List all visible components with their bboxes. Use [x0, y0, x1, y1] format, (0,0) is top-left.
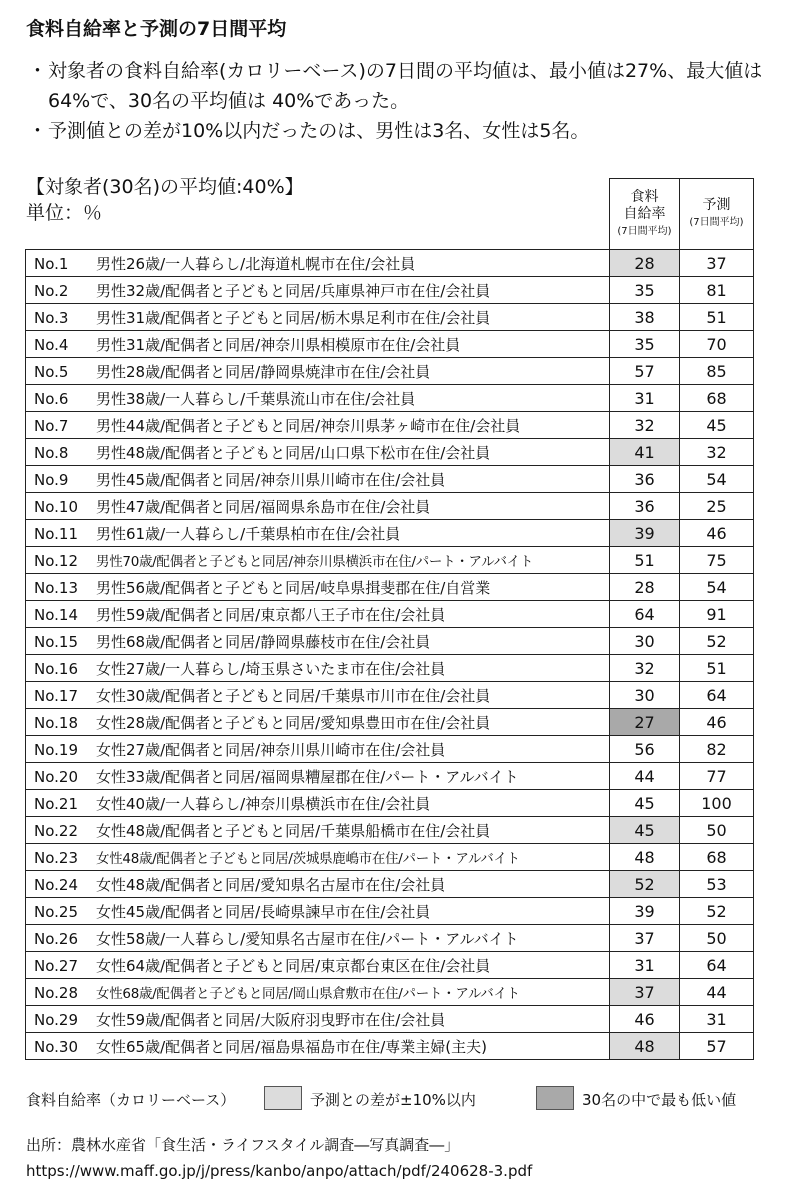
self-sufficiency-value: 57: [610, 358, 680, 385]
legend-light-swatch: [264, 1086, 302, 1110]
legend-dark-swatch: [536, 1086, 574, 1110]
participant-profile: 女性45歳/配偶者と同居/長崎県諫早市在住/会社員: [96, 902, 431, 921]
participant-profile: 男性32歳/配偶者と子どもと同居/兵庫県神戸市在住/会社員: [96, 281, 491, 300]
participant-cell: [26, 979, 610, 1006]
self-sufficiency-value: 38: [610, 304, 680, 331]
participant-profile: 女性48歳/配偶者と子どもと同居/茨城県鹿嶋市在住/パート・アルバイト: [96, 851, 520, 867]
self-sufficiency-value: 28: [610, 250, 680, 277]
prediction-value: 64: [680, 952, 754, 979]
participant-cell: [26, 412, 610, 439]
participant-number: No.26: [34, 929, 78, 948]
participant-cell: [26, 520, 610, 547]
participant-cell: [26, 493, 610, 520]
prediction-value: 51: [680, 655, 754, 682]
participant-cell: [26, 385, 610, 412]
table-row: [26, 763, 754, 790]
table-row: [26, 439, 754, 466]
participant-cell: [26, 898, 610, 925]
prediction-value: 68: [680, 844, 754, 871]
participant-cell: [26, 277, 610, 304]
prediction-value: 46: [680, 709, 754, 736]
participant-number: No.22: [34, 821, 78, 840]
prediction-value: 25: [680, 493, 754, 520]
prediction-value: 82: [680, 736, 754, 763]
prediction-value: 52: [680, 628, 754, 655]
participant-cell: [26, 736, 610, 763]
participant-cell: [26, 682, 610, 709]
participant-profile: 女性68歳/配偶者と子どもと同居/岡山県倉敷市在住/パート・アルバイト: [96, 986, 520, 1002]
participant-number: No.1: [34, 254, 69, 273]
self-sufficiency-value: 35: [610, 331, 680, 358]
participant-number: No.2: [34, 281, 69, 300]
table-row: [26, 520, 754, 547]
self-sufficiency-value: 30: [610, 682, 680, 709]
prediction-value: 100: [680, 790, 754, 817]
table-row: [26, 979, 754, 1006]
prediction-value: 81: [680, 277, 754, 304]
prediction-value: 50: [680, 817, 754, 844]
table-row: [26, 493, 754, 520]
participant-number: No.5: [34, 362, 69, 381]
legend-dark-label: 30名の中で最も低い値: [582, 1091, 737, 1109]
table-row: [26, 817, 754, 844]
prediction-value: 50: [680, 925, 754, 952]
self-sufficiency-value: 31: [610, 952, 680, 979]
participant-profile: 女性33歳/配偶者と同居/福岡県糟屋郡在住/パート・アルバイト: [96, 767, 519, 786]
self-sufficiency-value: 41: [610, 439, 680, 466]
participant-profile: 男性28歳/配偶者と同居/静岡県焼津市在住/会社員: [96, 362, 431, 381]
table-header-spacer: [26, 179, 610, 250]
participant-profile: 男性31歳/配偶者と同居/神奈川県相模原市在住/会社員: [96, 335, 461, 354]
bullet-mark: ・: [28, 60, 48, 82]
participant-profile: 男性70歳/配偶者と子どもと同居/神奈川県横浜市在住/パート・アルバイト: [96, 554, 534, 570]
participant-number: No.6: [34, 389, 69, 408]
self-sufficiency-value: 39: [610, 520, 680, 547]
participant-cell: [26, 790, 610, 817]
participant-profile: 男性56歳/配偶者と子どもと同居/岐阜県揖斐郡在住/自営業: [96, 578, 491, 597]
header-self-sufficiency: [610, 179, 680, 250]
participants-table: [25, 178, 754, 1060]
participant-number: No.13: [34, 578, 78, 597]
participant-profile: 女性48歳/配偶者と同居/愛知県名古屋市在住/会社員: [96, 875, 446, 894]
participant-profile: 女性40歳/一人暮らし/神奈川県横浜市在住/会社員: [96, 794, 431, 813]
participant-profile: 男性61歳/一人暮らし/千葉県柏市在住/会社員: [96, 524, 401, 543]
source-title: 出所：農林水産省「食生活・ライフスタイル調査―写真調査―」: [26, 1136, 460, 1154]
header-prediction: [680, 179, 754, 250]
table-row: [26, 1006, 754, 1033]
self-sufficiency-value: 37: [610, 925, 680, 952]
participant-cell: [26, 304, 610, 331]
participant-cell: [26, 547, 610, 574]
prediction-value: 31: [680, 1006, 754, 1033]
participant-number: No.7: [34, 416, 69, 435]
self-sufficiency-value: 30: [610, 628, 680, 655]
self-sufficiency-value: 48: [610, 844, 680, 871]
summary-bullet: [28, 116, 768, 146]
prediction-value: 53: [680, 871, 754, 898]
participant-number: No.14: [34, 605, 78, 624]
self-sufficiency-value: 37: [610, 979, 680, 1006]
participant-profile: 男性44歳/配偶者と子どもと同居/神奈川県茅ヶ崎市在住/会社員: [96, 416, 521, 435]
participant-number: No.15: [34, 632, 78, 651]
table-average-note: 【対象者(30名)の平均値:40%】: [26, 176, 304, 198]
table-row: [26, 304, 754, 331]
table-row: [26, 412, 754, 439]
participant-cell: [26, 331, 610, 358]
summary-bullet: [28, 56, 768, 116]
prediction-value: 85: [680, 358, 754, 385]
header-prediction-sub: (7日間平均): [689, 217, 744, 228]
self-sufficiency-value: 45: [610, 790, 680, 817]
participant-cell: [26, 1033, 610, 1060]
participant-number: No.8: [34, 443, 69, 462]
table-row: [26, 682, 754, 709]
self-sufficiency-value: 44: [610, 763, 680, 790]
self-sufficiency-value: 46: [610, 1006, 680, 1033]
prediction-value: 70: [680, 331, 754, 358]
self-sufficiency-value: 45: [610, 817, 680, 844]
legend: [26, 1086, 766, 1112]
page-title: 食料自給率と予測の7日間平均: [26, 18, 287, 40]
participant-number: No.4: [34, 335, 69, 354]
bullet-text: 対象者の食料自給率(カロリーベース)の7日間の平均値は、最小値は27%、最大値は64%で、30名の平均値は 40%であった。: [48, 60, 763, 112]
table-row: [26, 547, 754, 574]
participant-cell: [26, 358, 610, 385]
table-row: [26, 898, 754, 925]
participant-number: No.23: [34, 849, 78, 867]
header-prediction-title: 予測: [702, 197, 731, 213]
self-sufficiency-value: 32: [610, 412, 680, 439]
participant-profile: 女性27歳/配偶者と同居/神奈川県川崎市在住/会社員: [96, 740, 446, 759]
participant-number: No.27: [34, 956, 78, 975]
participant-number: No.29: [34, 1010, 78, 1029]
participant-profile: 女性48歳/配偶者と子どもと同居/千葉県船橋市在住/会社員: [96, 821, 491, 840]
prediction-value: 37: [680, 250, 754, 277]
participant-number: No.3: [34, 308, 69, 327]
participant-cell: [26, 601, 610, 628]
self-sufficiency-value: 35: [610, 277, 680, 304]
table-unit-note: 単位：％: [26, 202, 103, 224]
participant-cell: [26, 709, 610, 736]
source-url: https://www.maff.go.jp/j/press/kanbo/anpo/attach/pdf/240628-3.pdf: [26, 1162, 533, 1180]
participant-profile: 女性27歳/一人暮らし/埼玉県さいたま市在住/会社員: [96, 659, 446, 678]
participant-number: No.28: [34, 984, 78, 1002]
prediction-value: 64: [680, 682, 754, 709]
table-row: [26, 1033, 754, 1060]
self-sufficiency-value: 27: [610, 709, 680, 736]
summary-bullets: [28, 56, 768, 146]
self-sufficiency-value: 31: [610, 385, 680, 412]
bullet-mark: ・: [28, 120, 48, 142]
header-self-sufficiency-title: 食料 自給率: [623, 188, 666, 222]
participant-profile: 男性45歳/配偶者と同居/神奈川県川崎市在住/会社員: [96, 470, 446, 489]
participant-cell: [26, 439, 610, 466]
prediction-value: 77: [680, 763, 754, 790]
prediction-value: 75: [680, 547, 754, 574]
self-sufficiency-value: 36: [610, 466, 680, 493]
participant-cell: [26, 952, 610, 979]
prediction-value: 46: [680, 520, 754, 547]
legend-light-label: 予測との差が±10%以内: [310, 1091, 476, 1109]
table-row: [26, 601, 754, 628]
source-note: [26, 1132, 532, 1184]
table-row: [26, 628, 754, 655]
self-sufficiency-value: 51: [610, 547, 680, 574]
participant-number: No.21: [34, 794, 78, 813]
participant-number: No.11: [34, 524, 78, 543]
participant-cell: [26, 1006, 610, 1033]
legend-label: 食料自給率（カロリーベース）: [26, 1091, 236, 1109]
participant-cell: [26, 871, 610, 898]
prediction-value: 54: [680, 466, 754, 493]
participant-cell: [26, 817, 610, 844]
participant-profile: 男性26歳/一人暮らし/北海道札幌市在住/会社員: [96, 254, 416, 273]
table-row: [26, 466, 754, 493]
self-sufficiency-value: 32: [610, 655, 680, 682]
prediction-value: 68: [680, 385, 754, 412]
self-sufficiency-value: 28: [610, 574, 680, 601]
participant-profile: 女性59歳/配偶者と同居/大阪府羽曳野市在住/会社員: [96, 1010, 446, 1029]
participant-profile: 男性48歳/配偶者と子どもと同居/山口県下松市在住/会社員: [96, 443, 491, 462]
table-row: [26, 385, 754, 412]
participant-cell: [26, 466, 610, 493]
table-row: [26, 736, 754, 763]
prediction-value: 52: [680, 898, 754, 925]
participant-cell: [26, 250, 610, 277]
header-self-sufficiency-sub: (7日間平均): [617, 225, 672, 237]
participant-number: No.25: [34, 902, 78, 921]
self-sufficiency-value: 64: [610, 601, 680, 628]
prediction-value: 44: [680, 979, 754, 1006]
table-row: [26, 655, 754, 682]
table-row: [26, 358, 754, 385]
self-sufficiency-value: 52: [610, 871, 680, 898]
participant-number: No.17: [34, 686, 78, 705]
prediction-value: 32: [680, 439, 754, 466]
self-sufficiency-value: 36: [610, 493, 680, 520]
participant-cell: [26, 925, 610, 952]
participant-number: No.24: [34, 875, 78, 894]
table-row: [26, 250, 754, 277]
table-row: [26, 952, 754, 979]
participant-number: No.9: [34, 470, 69, 489]
participant-number: No.16: [34, 659, 78, 678]
prediction-value: 91: [680, 601, 754, 628]
participant-number: No.30: [34, 1037, 78, 1056]
participant-cell: [26, 628, 610, 655]
self-sufficiency-value: 39: [610, 898, 680, 925]
table-row: [26, 331, 754, 358]
table-row: [26, 925, 754, 952]
self-sufficiency-value: 48: [610, 1033, 680, 1060]
participant-number: No.12: [34, 552, 78, 570]
participant-profile: 男性38歳/一人暮らし/千葉県流山市在住/会社員: [96, 389, 416, 408]
participant-profile: 男性47歳/配偶者と同居/福岡県糸島市在住/会社員: [96, 497, 431, 516]
bullet-text: 予測値との差が10%以内だったのは、男性は3名、女性は5名。: [48, 120, 590, 142]
participant-profile: 男性59歳/配偶者と同居/東京都八王子市在住/会社員: [96, 605, 446, 624]
table-row: [26, 790, 754, 817]
participant-cell: [26, 844, 610, 871]
participant-profile: 女性58歳/一人暮らし/愛知県名古屋市在住/パート・アルバイト: [96, 929, 519, 948]
participant-profile: 女性64歳/配偶者と子どもと同居/東京都台東区在住/会社員: [96, 956, 491, 975]
participant-profile: 男性31歳/配偶者と子どもと同居/栃木県足利市在住/会社員: [96, 308, 491, 327]
prediction-value: 54: [680, 574, 754, 601]
participant-number: No.18: [34, 713, 78, 732]
table-row: [26, 574, 754, 601]
table-row: [26, 709, 754, 736]
participant-cell: [26, 763, 610, 790]
prediction-value: 57: [680, 1033, 754, 1060]
participant-profile: 男性68歳/配偶者と同居/静岡県藤枝市在住/会社員: [96, 632, 431, 651]
prediction-value: 45: [680, 412, 754, 439]
participant-profile: 女性65歳/配偶者と同居/福島県福島市在住/専業主婦(主夫): [96, 1037, 487, 1056]
participant-profile: 女性28歳/配偶者と子どもと同居/愛知県豊田市在住/会社員: [96, 713, 491, 732]
participant-number: No.19: [34, 740, 78, 759]
participant-number: No.20: [34, 767, 78, 786]
participant-cell: [26, 574, 610, 601]
table-row: [26, 277, 754, 304]
participant-number: No.10: [34, 497, 78, 516]
prediction-value: 51: [680, 304, 754, 331]
self-sufficiency-value: 56: [610, 736, 680, 763]
participant-cell: [26, 655, 610, 682]
table-row: [26, 871, 754, 898]
table-row: [26, 844, 754, 871]
participant-profile: 女性30歳/配偶者と子どもと同居/千葉県市川市在住/会社員: [96, 686, 491, 705]
